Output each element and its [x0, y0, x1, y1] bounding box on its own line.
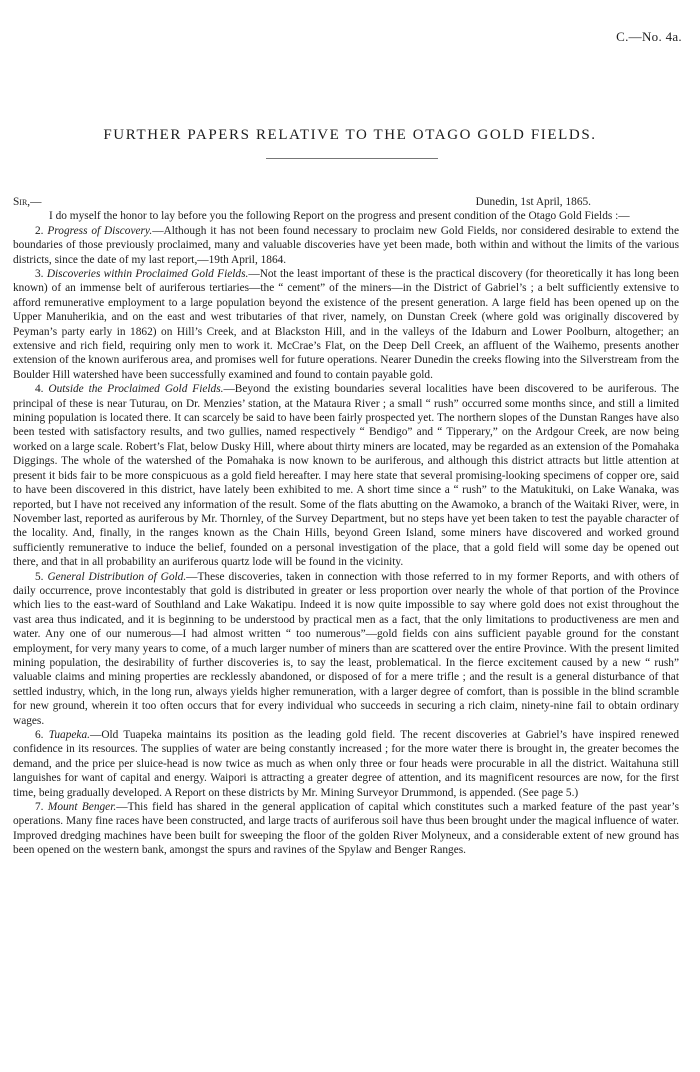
- paragraph-title: Outside the Proclaimed Gold Fields.: [48, 383, 224, 396]
- paragraph-discoveries-within: [13, 267, 679, 382]
- paragraph-number: 3.: [35, 268, 44, 281]
- title-divider: [266, 158, 438, 159]
- paragraph-body: —This field has shared in the general application of capital which constitutes such a marked feature of the past year’s operations. Many fine races have been constructed, and large tracts of auriferous soil have thus been brought under the magical influence of water. Improved dredging machines have been built for sweeping the floor of the golden River Molyneux, and a considerable extent of new ground has been opened on the western bank, amongst the spurs and ravines of the Spylaw and Benger Ranges.: [13, 801, 679, 857]
- document-reference: C.—No. 4a.: [616, 29, 682, 44]
- paragraph-title: Tuapeka.: [48, 729, 90, 742]
- paragraph-number: 2.: [35, 224, 44, 237]
- paragraph-body: —Old Tuapeka maintains its position as the leading gold field. The recent discoveries at Gabriel’s have inspired renewed confidence in its resources. The supplies of water are being constantly increased ; for the more water there is brought in, the greater becomes the demand, and the price per sluice-head is now twice as much as when only three or four heads were procurable in all the district. Waitahuna still languishes for want of capital and energy. Waipori is attracting a greater degree of attention, and its magnificent resources are now, for the first time, being gradually developed. A Report on these districts by Mr. Mining Surveyor Drummond, is appended. (See page 5.): [13, 729, 679, 799]
- paragraph-body: —Not the least important of these is the practical discovery (for theoretically it has long been known) of an immense belt of auriferous tertiaries—the “ cement” of the miners—in the District of Gabriel’s ; a belt sufficiently extensive to afford remunerative employment to a large population beyond the existence of the present generation. A large field has been opened up on the Upper Manuherikia, and on the east and west tributaries of that river, namely, on Dunstan Creek (where gold was originally discovered by Peyman’s party early in 1862) on Hill’s Creek, and at Blackston Hill, and in the valleys of the Idaburn and Lower Poolburn, altogether; an extensive and rich field, requiring only men to work it. McCrae’s Flat, on the Deep Dell Creek, an affluent of the Waihemo, presents another extension of the known auriferous area, and promises well for future operations. Nearer Dunedin the creeks flowing into the Silverstream from the Boulder Hill watershed have been successfully examined and found to contain payable gold.: [13, 268, 680, 381]
- salutation: Sir,—: [13, 196, 42, 208]
- paragraph-number: 4.: [35, 383, 44, 396]
- paragraph-title: Mount Benger.: [47, 801, 117, 814]
- paragraph-general-distribution: [13, 570, 679, 728]
- paragraph-number: 5.: [35, 570, 44, 583]
- paragraph-progress-of-discovery: [13, 224, 679, 267]
- paragraph-title: Discoveries within Proclaimed Gold Fields.: [46, 268, 249, 281]
- paragraph-title: Progress of Discovery.: [47, 224, 153, 237]
- paragraph-number: 6.: [35, 729, 44, 742]
- letter-body: [13, 195, 679, 858]
- paragraph-body: —Beyond the existing boundaries several localities have been discovered to be auriferous. The principal of these is near Tuturau, on Dr. Menzies’ station, at the Mataura River ; a small “ rush” occurred some months since, and still a limited mining population is located there. It can scarcely be said to have been fairly prospected yet. The northern slopes of the Dunstan Ranges have also been tested with satisfactory results, and two gullies, named respectively “ Bendigo” and “ Tipperary,” on the Ardgour Creek, are now being worked on a large scale. Robert’s Flat, below Dusky Hill, where about thirty miners are located, may be regarded as an extension of the Pomahaka Diggings. The whole of the watershed of the Pomahaka is now known to be auriferous, and although this district attracts but little attention at present it bids fair to be more conspicuous as a gold field hereafter. I may here state that several promising-looking specimens of copper ore, said to have been discovered in this district, have lately been exhibited to me. A short time since a “ rush” to the Matukituki, on Lake Wanaka, was reported, but I have not received any information of the result. Some of the flats abutting on the Awamoko, a branch of the Waitaki River, were, in November last, reported as auriferous by Mr. Thornley, of the Survey Department, but no steps have yet been taken to test the payable character of the locality. And, finally, in the ranges known as the Chain Hills, beyond Green Island, some miners have discovered and worked ground sufficiently remunerative to induce the belief, founded on a personal investigation of the place, that a gold field will some day be opened out there, and that in all probability an auriferous quartz lode will be found in the vicinity.: [13, 383, 680, 569]
- paragraph-title: General Distribution of Gold.: [47, 570, 187, 583]
- paragraph-body: —Although it has not been found necessary to proclaim new Gold Fields, nor considered desirable to extend the boundaries of those previously proclaimed, many and valuable discoveries have yet been made, both within and without the limits of the various districts, since the date of my last report,—19th April, 1864.: [13, 224, 679, 266]
- paragraph-tuapeka: [13, 728, 679, 800]
- paragraph-body: —These discoveries, taken in connection with those referred to in my former Reports, and with others of daily occurrence, prove incontestably that gold is distributed in greater or less proportion over nearly the whole of that portion of the Province which lies to the east-ward of Southland and Lake Wakatipu. Indeed it is now quite impossible to say where gold does not exist throughout the vast area thus indicated, and it is beginning to be understood by practical men as a fact, that the only limitations to productiveness are men and water. Any one of our numerous—I had almost written “ too numerous”—gold fields con ains sufficient payable ground for the constant employment, for very many years to come, of a much larger number of miners than are scattered over the entire Province. With the present limited mining population, the desirability of further discoveries is, to say the least, problematical. In the fierce excitement caused by a new “ rush” valuable claims and mining properties are recklessly abandoned, or disposed of for a mere trifle ; and the result is a general disturbance of that settled industry, which, in the long run, always yields higher remuneration, with a larger degree of comfort, than is possible in the blind scramble for new ground, wherein it too often occurs that for every individual who succeeds in securing a rich claim, ninety-nine fail to obtain ordinary wages.: [13, 570, 679, 727]
- document-title: FURTHER PAPERS RELATIVE TO THE OTAGO GOLD FIELDS.: [103, 127, 597, 143]
- paragraph-outside-proclaimed: [13, 382, 679, 569]
- letter-header: [13, 195, 679, 209]
- paragraph-number: 7.: [35, 801, 44, 814]
- dateline: Dunedin, 1st April, 1865.: [475, 196, 591, 208]
- paragraph-mount-benger: [13, 800, 679, 858]
- intro-paragraph: I do myself the honor to lay before you the following Report on the progress and present condition of the Otago Gold Fields :—: [49, 210, 630, 223]
